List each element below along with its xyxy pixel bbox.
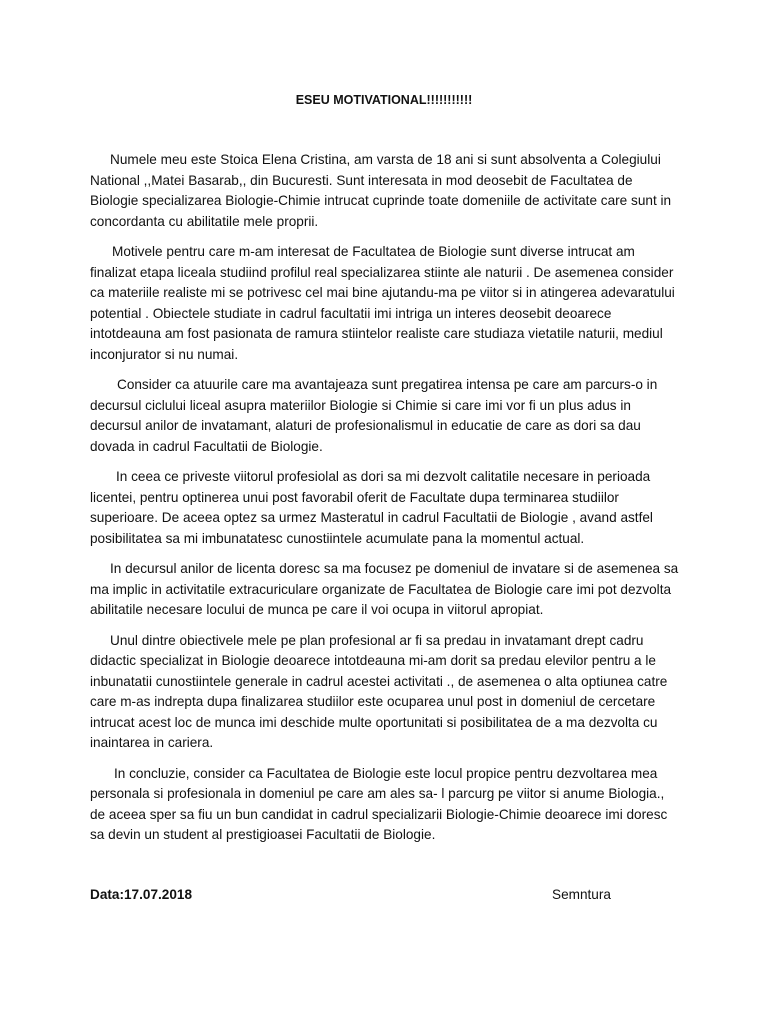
paragraph-licence-years: In decursul anilor de licenta doresc sa ma focusez pe domeniul de invatare si de asemenea sa ma implic in activitatile extracuriculare organizate de Facultatea de Biologie care imi pot dezvolta abilitatile necesare locului de munca pe care il voi ocupa in viitorul apropiat. — [90, 561, 679, 617]
footer-signature-label: Semntura — [552, 887, 611, 902]
paragraph-strengths: Consider ca atuurile care ma avantajeaza sunt pregatirea intensa pe care am parcurs-o in decursul ciclului liceal asupra materiilor Biologie si Chimie si care imi vor fi un plus adus in decursul anilor de invatamant, alaturi de profesionalismul in educatie de care as dori sa dau dovada in cadrul Facultatii de Biologie. — [90, 377, 658, 454]
paragraph-intro: Numele meu este Stoica Elena Cristina, am varsta de 18 ani si sunt absolventa a Colegiului National ,,Matei Basarab,, din Bucuresti. Sunt interesata in mod deosebit de Facultatea de Biologie specializarea Biologie-Chimie intrucat cuprinde toate domeniile de activitate care sunt in concordanta cu abilitatile mele proprii. — [90, 152, 672, 229]
document-title: ESEU MOTIVATIONAL!!!!!!!!!!! — [295, 93, 473, 107]
footer-date: Data:17.07.2018 — [90, 887, 193, 902]
paragraph-future: In ceea ce priveste viitorul profesiolal as dori sa mi dezvolt calitatile necesare in perioada licentei, pentru optinerea unui post favorabil oferit de Facultate dupa terminarea studiilor superioare. De aceea optez sa urmez Masteratul in cadrul Facultatii de Biologie , avand astfel posibilitatea sa mi imbunatatesc cunostiintele acumulate pana la momentul actual. — [90, 469, 653, 546]
document-body — [90, 150, 680, 856]
paragraph-objectives: Unul dintre obiectivele mele pe plan profesional ar fi sa predau in invatamant drept cadru didactic specializat in Biologie deoarece intotdeauna mi-am dorit sa predau elevilor pentru a le inbunatatii cunostiintele generale in cadrul acestei activitati ., de asemenea o alta optiunea catre care m-as indrepta dupa finalizarea studiilor este ocuparea unul post in domeniul de cercetare intrucat acest loc de munca imi deschide multe oportunitati si posibilitatea de a ma dezvolta cu inaintarea in cariera. — [90, 632, 668, 750]
paragraph-motivation: Motivele pentru care m-am interesat de Facultatea de Biologie sunt diverse intrucat am finalizat etapa liceala studiind profilul real specializarea stiinte ale naturii . De asemenea consider ca materiile realiste mi se potrivesc cel mai bine ajutandu-ma pe viitor si in atingerea adevaratului potential . Obiectele studiate in cadrul facultatii imi intriga un interes deosebit deoarece intotdeauna am fost pasionata de ramura stiintelor realiste care studiaza vietatile naturii, mediul inconjurator si nu numai. — [90, 244, 675, 362]
paragraph-conclusion: In concluzie, consider ca Facultatea de Biologie este locul propice pentru dezvoltarea mea personala si profesionala in domeniul pe care am ales sa- l parcurg pe viitor si anume Biologia., de aceea sper sa fiu un bun candidat in cadrul specializarii Biologie-Chimie deoarece imi doresc sa devin un student al prestigioasei Facultatii de Biologie. — [90, 765, 668, 842]
